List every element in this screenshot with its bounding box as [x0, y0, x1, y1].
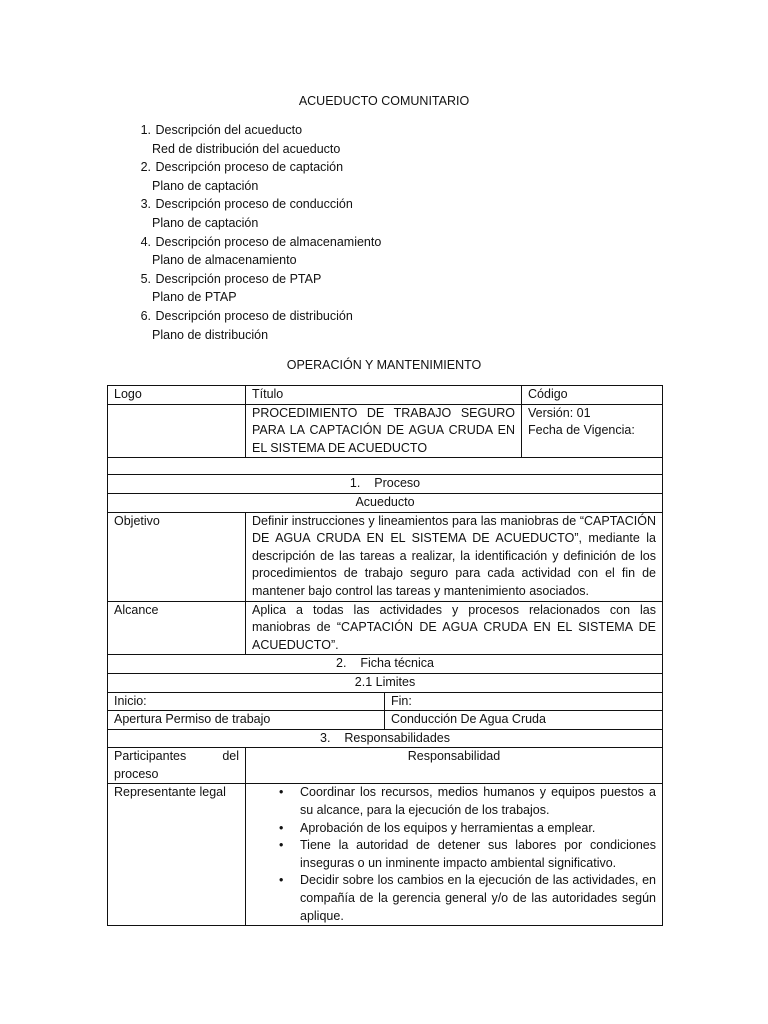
end-value: Conducción De Agua Cruda	[385, 711, 663, 730]
process-heading: 1. Proceso	[108, 475, 663, 494]
toc-subitem: Plano de PTAP	[152, 290, 237, 305]
header-row	[108, 386, 663, 405]
legal-rep-label: Representante legal	[108, 784, 246, 926]
toc-item-label: Descripción proceso de almacenamiento	[155, 234, 382, 249]
title-label: Título	[246, 386, 522, 405]
responsibilities-heading-row	[108, 729, 663, 748]
toc-item-label: Descripción del acueducto	[155, 123, 303, 137]
list-item: • Tiene la autoridad de detener sus labores por condiciones inseguras o un inminente impacto ambiental significativo.	[279, 838, 657, 870]
list-item: • Decidir sobre los cambios en la ejecución de las actividades, en compañía de la gerencia general y/o de las autoridades según aplique.	[279, 873, 657, 923]
toc-subitem: Plano de almacenamiento	[152, 253, 297, 268]
list-item: • Aprobación de los equipos y herramientas a emplear.	[300, 820, 656, 838]
toc-subitem: Plano de captación	[152, 215, 259, 230]
header-detail-row	[108, 404, 663, 458]
bullet-icon: •	[279, 838, 284, 853]
process-heading-row	[108, 475, 663, 494]
legal-rep-row	[108, 784, 663, 926]
logo-cell: Logo	[108, 386, 246, 405]
toc-item: 2. Descripción proceso de captación	[140, 160, 344, 175]
spacer-row	[108, 458, 663, 475]
limits-row	[108, 673, 663, 692]
toc-item-label: Descripción proceso de conducción	[155, 197, 353, 212]
procedure-table	[107, 385, 663, 926]
start-label: Inicio:	[108, 692, 385, 711]
list-item: • Coordinar los recursos, medios humanos y equipos puestos a su alcance, para la ejecución de los trabajos.	[279, 785, 657, 818]
limits-labels-row	[108, 692, 663, 711]
validity-date: Fecha de Vigencia:	[528, 423, 635, 438]
objective-text: Definir instrucciones y lineamientos para las maniobras de “CAPTACIÓN DE AGUA CRUDA EN EL SISTEMA DE ACUEDUCTO”, mediante la descripción de las tareas a realizar, la identificación y definición de los procedimientos de trabajo seguro para cada actividad con el fin de mantener bajo control las tareas y mantenimiento asociados.	[246, 512, 663, 601]
logo-empty-cell	[108, 404, 246, 458]
limits-values-row	[108, 711, 663, 730]
bullet-icon: •	[279, 785, 284, 800]
procedure-title: PROCEDIMIENTO DE TRABAJO SEGURO PARA LA CAPTACIÓN DE AGUA CRUDA EN EL SISTEMA DE ACUEDUCTO	[246, 404, 522, 458]
bullet-icon: •	[279, 873, 284, 888]
scope-row	[108, 601, 663, 655]
toc-item-label: Descripción proceso de distribución	[155, 308, 353, 323]
participants-label: Participantes del proceso	[108, 748, 246, 784]
scope-label: Alcance	[108, 601, 246, 655]
objective-row	[108, 512, 663, 601]
responsibilities-heading: 3. Responsabilidades	[108, 729, 663, 748]
start-value: Apertura Permiso de trabajo	[108, 711, 385, 730]
legal-rep-duties	[246, 784, 663, 926]
toc-item: 1. Descripción del acueducto	[140, 123, 303, 137]
section-title: OPERACIÓN Y MANTENIMIENTO	[286, 358, 482, 372]
datasheet-heading: 2. Ficha técnica	[108, 655, 663, 674]
bullet-icon: •	[279, 820, 284, 835]
toc-subitem: Plano de captación	[152, 178, 259, 193]
participants-header-row	[108, 748, 663, 784]
toc-subitem: Red de distribución del acueducto	[152, 141, 341, 156]
toc-item: 3. Descripción proceso de conducción	[140, 197, 353, 212]
toc-item-label: Descripción proceso de captación	[155, 160, 344, 175]
process-value-row	[108, 493, 663, 512]
code-label: Código	[522, 386, 663, 405]
datasheet-heading-row	[108, 655, 663, 674]
process-value: Acueducto	[108, 493, 663, 512]
document-title: ACUEDUCTO COMUNITARIO	[298, 94, 470, 108]
toc-item: 5. Descripción proceso de PTAP	[140, 271, 322, 286]
toc-subitem: Plano de distribución	[152, 327, 269, 342]
end-label: Fin:	[385, 692, 663, 711]
responsibility-label: Responsabilidad	[246, 748, 663, 784]
version-cell	[522, 404, 663, 458]
table-of-contents	[128, 121, 528, 344]
toc-item: 6. Descripción proceso de distribución	[140, 308, 353, 323]
toc-item-label: Descripción proceso de PTAP	[155, 271, 322, 286]
duties-list	[252, 784, 656, 925]
scope-text: Aplica a todas las actividades y procesos relacionados con las maniobras de “CAPTACIÓN DE AGUA CRUDA EN EL SISTEMA DE ACUEDUCTO”.	[246, 601, 663, 655]
limits-heading: 2.1 Limites	[108, 673, 663, 692]
version-text: Versión: 01	[528, 405, 591, 420]
toc-item: 4. Descripción proceso de almacenamiento	[140, 234, 382, 249]
objective-label: Objetivo	[108, 512, 246, 601]
